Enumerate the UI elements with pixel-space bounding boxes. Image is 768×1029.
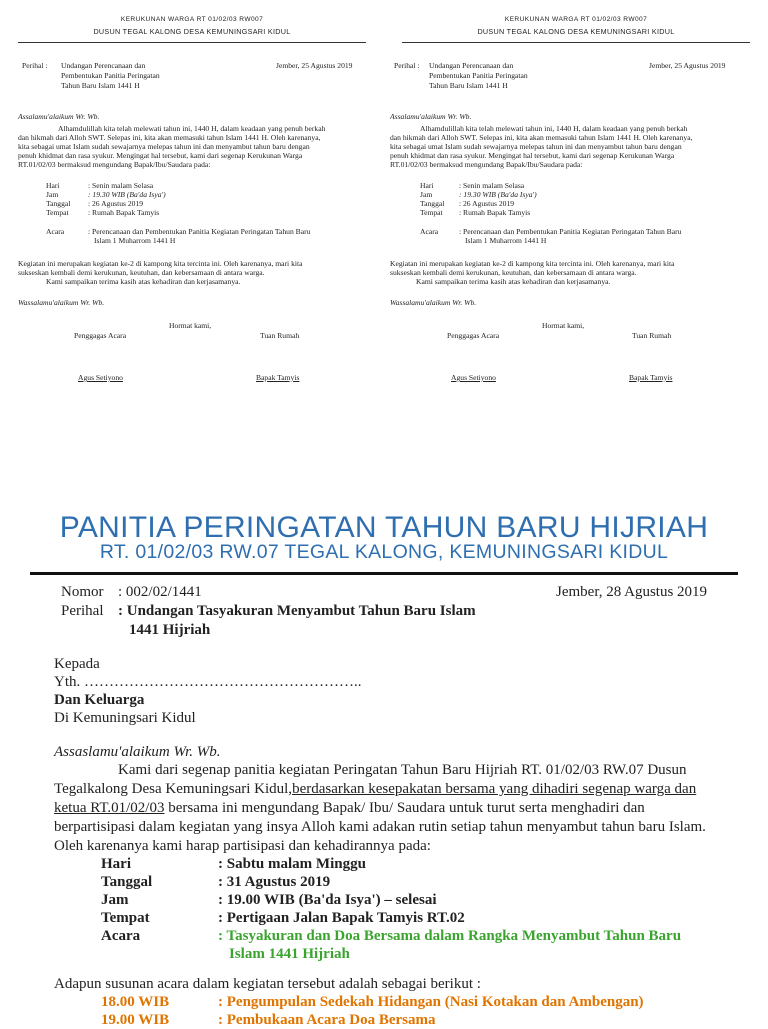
address: Di Kemuningsari Kidul [54, 710, 196, 726]
perihal-label: Perihal : [394, 61, 420, 70]
header-line2: DUSUN TEGAL KALONG DESA KEMUNINGSARI KIDUL [93, 27, 291, 36]
detail-value: : 26 Agustus 2019 [88, 199, 144, 208]
perihal-label: Perihal : [22, 61, 48, 70]
perihal-line3: Tahun Baru Islam 1441 H [429, 81, 508, 90]
detail-label: Hari [420, 181, 434, 190]
greeting: Assaslamu'alaikum Wr. Wb. [54, 744, 221, 760]
acara-value: : Tasyakuran dan Doa Bersama dalam Rangka Menyambut Tahun Baru [218, 928, 682, 944]
recipient-line: Yth. ……………………………………………….. [54, 674, 362, 690]
susunan-intro: Adapun susunan acara dalam kegiatan tersebut adalah sebagai berikut : [54, 976, 481, 992]
perihal-line1: Undangan Perencanaan dan [61, 61, 146, 70]
signatory-left: Agus Setiyono [78, 373, 123, 382]
acara-cont: Islam 1 Muharrom 1441 H [465, 236, 547, 245]
kepada: Kepada [54, 656, 100, 672]
farewell: Wassalamu'alaikum Wr. Wb. [390, 298, 477, 307]
header-line1: KERUKUNAN WARGA RT 01/02/03 RW007 [120, 16, 264, 23]
acara-cont: Islam 1 Muharrom 1441 H [94, 236, 176, 245]
nomor-value: : 002/02/1441 [118, 584, 202, 600]
detail-value: : 26 Agustus 2019 [459, 199, 515, 208]
detail-value: : 19.30 WIB (Ba'da Isya') [459, 190, 537, 199]
closing-line: sukseskan kembali demi kerukunan, keutuhan, dan kebersamaan di antara warga. [390, 268, 637, 277]
detail-label: Tanggal [420, 199, 445, 208]
detail-value: : 31 Agustus 2019 [218, 874, 331, 890]
perihal-value: : Undangan Tasyakuran Menyambut Tahun Baru Islam [118, 603, 476, 619]
signatory-right: Bapak Tamyis [629, 373, 673, 382]
body-line: kita sebagai umat Islam sudah sewajarnya melepas tahun ini dan menyambut tahun baru dengan [18, 142, 310, 151]
body-line: dan hikmah dari Alloh SWT. Selepas ini, kita akan memasuki tahun Islam 1441 H. Oleh karenanya, [390, 133, 693, 142]
detail-label: Hari [46, 181, 60, 190]
detail-label: Tempat [46, 208, 69, 217]
letter-copy-right [384, 0, 768, 470]
detail-label: Acara [46, 227, 65, 236]
nomor-label: Nomor [61, 584, 104, 600]
header-rule [18, 42, 366, 43]
detail-label: Tanggal [101, 874, 153, 890]
closing-line: sukseskan kembali demi kerukunan, keutuhan, dan kebersamaan di antara warga. [18, 268, 265, 277]
role-right: Tuan Rumah [260, 331, 300, 340]
body-line: Kami dari segenap panitia kegiatan Peringatan Tahun Baru Hijriah RT. 01/02/03 RW.07 Dusun [118, 762, 687, 778]
perihal-line2: Pembentukan Panitia Peringatan [61, 71, 160, 80]
detail-value: : 19.00 WIB (Ba'da Isya') – selesai [218, 892, 437, 908]
body-line: RT.01/02/03 bermaksud mengundang Bapak/Ibu/Saudara pada: [390, 160, 583, 169]
detail-value: : Senin malam Selasa [88, 181, 154, 190]
perihal-line2: Pembentukan Panitia Peringatan [429, 71, 528, 80]
signatory-left: Agus Setiyono [451, 373, 496, 382]
detail-value: : 19.30 WIB (Ba'da Isya') [88, 190, 166, 199]
closing-line: Kegiatan ini merupakan kegiatan ke-2 di kampong kita tercinta ini. Oleh karenanya, mari kita [390, 259, 675, 268]
body-line: Alhamdulillah kita telah melewati tahun ini, 1440 H, dalam keadaan yang penuh berkah [420, 124, 688, 133]
body-line: penuh khidmat dan rasa syukur. Mengingat hal tersebut, kami dari segenap Kerukunan Warga [18, 151, 303, 160]
body-line: RT.01/02/03 bermaksud mengundang Bapak/Ibu/Saudara pada: [18, 160, 211, 169]
title-rule [30, 572, 738, 575]
body-line: dan hikmah dari Alloh SWT. Selepas ini, kita akan memasuki tahun Islam 1441 H. Oleh karenanya, [18, 133, 321, 142]
greeting: Assalamu'alaikum Wr. Wb. [390, 112, 472, 121]
letter-copy-left [0, 0, 384, 470]
committee-title: PANITIA PERINGATAN TAHUN BARU HIJRIAH [59, 511, 709, 544]
detail-value: : Rumah Bapak Tamyis [88, 208, 160, 217]
committee-subtitle: RT. 01/02/03 RW.07 TEGAL KALONG, KEMUNINGSARI KIDUL [99, 541, 669, 563]
role-left: Penggagas Acara [447, 331, 500, 340]
header-line1: KERUKUNAN WARGA RT 01/02/03 RW007 [504, 16, 648, 23]
detail-value: : Pertigaan Jalan Bapak Tamyis RT.02 [218, 910, 465, 926]
closing-line: Kami sampaikan terima kasih atas kehadiran dan kerjasamanya. [416, 277, 611, 286]
detail-label: Acara [101, 928, 141, 944]
schedule-time: 19.00 WIB [101, 1012, 170, 1028]
letter-date: Jember, 25 Agustus 2019 [649, 61, 726, 70]
closing-line: Kami sampaikan terima kasih atas kehadiran dan kerjasamanya. [46, 277, 241, 286]
detail-label: Acara [420, 227, 439, 236]
role-right: Tuan Rumah [632, 331, 672, 340]
acara-cont: Islam 1441 Hijriah [229, 946, 350, 962]
body-line: Alhamdulillah kita telah melewati tahun ini, 1440 H, dalam keadaan yang penuh berkah [58, 124, 326, 133]
detail-label: Tempat [420, 208, 443, 217]
schedule-item: : Pengumpulan Sedekah Hidangan (Nasi Kotakan dan Ambengan) [218, 994, 644, 1010]
detail-value: : Sabtu malam Minggu [218, 856, 366, 872]
farewell: Wassalamu'alaikum Wr. Wb. [18, 298, 105, 307]
body-line: kita sebagai umat Islam sudah sewajarnya melepas tahun ini dan menyambut tahun baru dengan [390, 142, 682, 151]
signatory-right: Bapak Tamyis [256, 373, 300, 382]
detail-value: : Senin malam Selasa [459, 181, 525, 190]
perihal-label: Perihal [61, 603, 104, 619]
detail-label: Jam [420, 190, 433, 199]
body-line: berpartisipasi dalam kegiatan yang insya Alloh kami adakan rutin setiap tahun menyambut tahun baru Islam. [54, 819, 706, 835]
body-line: ketua RT.01/02/03 bersama ini mengundang Bapak/ Ibu/ Saudara untuk turut serta menghadiri dan [54, 800, 645, 816]
schedule-item: : Pembukaan Acara Doa Bersama [218, 1012, 436, 1028]
perihal-line3: Tahun Baru Islam 1441 H [61, 81, 140, 90]
detail-label: Jam [46, 190, 59, 199]
letter-date: Jember, 25 Agustus 2019 [276, 61, 353, 70]
dan-keluarga: Dan Keluarga [54, 692, 145, 708]
detail-label: Tanggal [46, 199, 71, 208]
body-line: Oleh karenanya kami harap partisipasi dan kehadirannya pada: [54, 838, 431, 854]
header-rule [402, 42, 750, 43]
greeting: Assalamu'alaikum Wr. Wb. [18, 112, 100, 121]
detail-value: : Perencanaan dan Pembentukan Panitia Kegiatan Peringatan Tahun Baru [459, 227, 682, 236]
detail-value: : Perencanaan dan Pembentukan Panitia Kegiatan Peringatan Tahun Baru [88, 227, 311, 236]
detail-label: Hari [101, 856, 131, 872]
perihal-cont: 1441 Hijriah [129, 622, 211, 638]
regards: Hormat kami, [542, 321, 585, 330]
detail-label: Jam [101, 892, 129, 908]
closing-line: Kegiatan ini merupakan kegiatan ke-2 di kampong kita tercinta ini. Oleh karenanya, mari kita [18, 259, 303, 268]
regards: Hormat kami, [169, 321, 212, 330]
detail-label: Tempat [101, 910, 150, 926]
header-line2: DUSUN TEGAL KALONG DESA KEMUNINGSARI KIDUL [477, 27, 675, 36]
invitation-date: Jember, 28 Agustus 2019 [556, 584, 708, 600]
role-left: Penggagas Acara [74, 331, 127, 340]
detail-value: : Rumah Bapak Tamyis [459, 208, 531, 217]
body-line: penuh khidmat dan rasa syukur. Mengingat hal tersebut, kami dari segenap Kerukunan Warga [390, 151, 675, 160]
schedule-time: 18.00 WIB [101, 994, 170, 1010]
body-line: Tegalkalong Desa Kemuningsari Kidul,berdasarkan kesepakatan bersama yang dihadiri segenap warga dan [54, 781, 697, 797]
perihal-line1: Undangan Perencanaan dan [429, 61, 514, 70]
